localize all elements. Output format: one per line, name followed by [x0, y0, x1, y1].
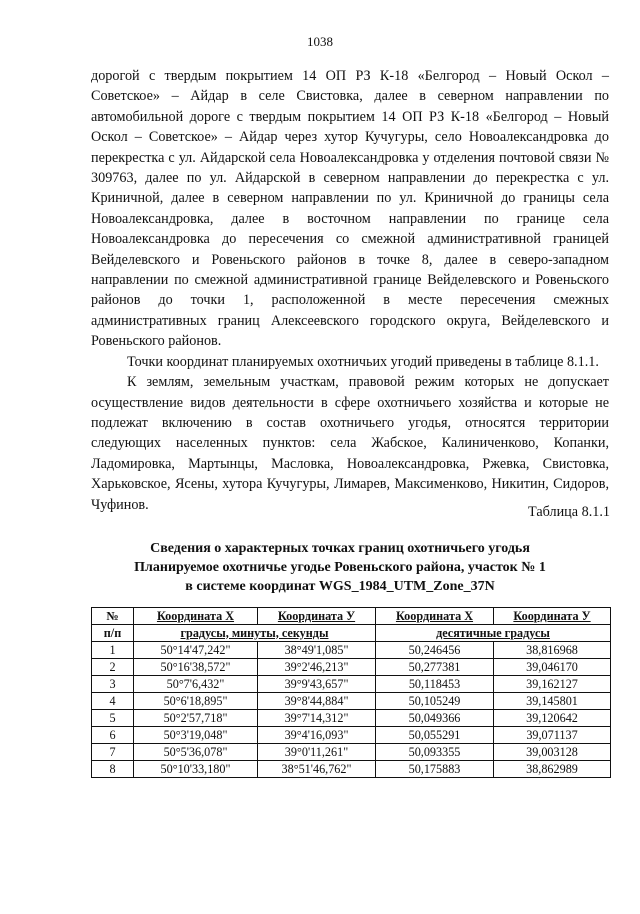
- cell-dms-y: 39°2'46,213": [258, 659, 376, 676]
- cell-dec-y: 39,003128: [494, 744, 611, 761]
- coordinates-table: [91, 607, 611, 778]
- cell-dec-x: 50,105249: [376, 693, 494, 710]
- header-coord-y: Координата У: [258, 608, 376, 625]
- cell-dms-x: 50°5'36,078": [134, 744, 258, 761]
- header-dms-units: градусы, минуты, секунды: [134, 625, 376, 642]
- cell-dec-x: 50,055291: [376, 727, 494, 744]
- cell-dec-y: 38,816968: [494, 642, 611, 659]
- cell-dec-y: 38,862989: [494, 761, 611, 778]
- header-num: №: [92, 608, 134, 625]
- cell-dms-x: 50°6'18,895": [134, 693, 258, 710]
- cell-dms-x: 50°7'6,432": [134, 676, 258, 693]
- table-title: [60, 539, 620, 596]
- cell-n: 8: [92, 761, 134, 778]
- table-subheader-row: [92, 625, 611, 642]
- header-decimal-y: Координата У: [494, 608, 611, 625]
- cell-dec-x: 50,093355: [376, 744, 494, 761]
- table-row: [92, 659, 611, 676]
- cell-n: 3: [92, 676, 134, 693]
- header-decimal-x: Координата X: [376, 608, 494, 625]
- paragraph-route-description: дорогой с твердым покрытием 14 ОП РЗ К-18 «Белгород – Новый Оскол – Советское» – Айдар в селе Свистовка, далее в северном направлении по автомобильной дороге с твердым покрытием 14 ОП РЗ К-18 «Белгород – Новый Оскол – Советское» – Айдар через хутор Кучугуры, село Новоалександровка до перекрестка с ул. Айдарской села Новоалександровка у отделения почтовой связи № 309763, далее по ул. Айдарской в северном направлении до перекрестка с ул. Криничной, далее в северном направлении по ул. Криничной до границы села Новоалександровка, далее в восточном направлении по границе села Новоалександровка до пересечения со смежной административной границей Вейделевского и Ровеньского районов в точке 8, далее в северо-западном направлении по смежной административной границе Вейделевского и Ровеньского районов до точки 1, расположенной в месте пересечения смежных административных границ Алексеевского городского округа, Вейделевского и Ровеньского районов.: [91, 68, 609, 350]
- cell-dec-y: 39,162127: [494, 676, 611, 693]
- cell-n: 7: [92, 744, 134, 761]
- table-row: [92, 761, 611, 778]
- cell-dms-x: 50°2'57,718": [134, 710, 258, 727]
- table-row: [92, 693, 611, 710]
- paragraph-coordinates-reference: Точки координат планируемых охотничьих угодий приведены в таблице 8.1.1.: [127, 353, 599, 370]
- table-row: [92, 710, 611, 727]
- cell-n: 1: [92, 642, 134, 659]
- table-caption: Таблица 8.1.1: [528, 504, 610, 520]
- cell-n: 2: [92, 659, 134, 676]
- cell-dms-y: 38°51'46,762": [258, 761, 376, 778]
- cell-dec-y: 39,046170: [494, 659, 611, 676]
- cell-dec-x: 50,175883: [376, 761, 494, 778]
- table-title-line-1: Сведения о характерных точках границ охотничьего угодья: [150, 541, 530, 556]
- cell-n: 5: [92, 710, 134, 727]
- table-row: [92, 744, 611, 761]
- table-title-line-2: Планируемое охотничье угодье Ровеньского района, участок № 1: [134, 560, 546, 575]
- cell-dec-y: 39,071137: [494, 727, 611, 744]
- cell-dec-y: 39,145801: [494, 693, 611, 710]
- body-text: [91, 66, 609, 515]
- header-decimal-units: десятичные градусы: [376, 625, 611, 642]
- cell-dms-y: 38°49'1,085": [258, 642, 376, 659]
- paragraph-excluded-lands: К землям, земельным участкам, правовой режим которых не допускает осуществление видов деятельности в сфере охотничьего хозяйства и которые не подлежат включению в состав охотничьего угодья, относятся территории следующих населенных пунктов: села Жабское, Калиниченково, Копанки, Ладомировка, Мартынцы, Масловка, Новоалександровка, Ржевка, Свистовка, Харьковское, Ясены, хутора Кучугуры, Лимарев, Максименково, Никитин, Сидоров, Чуфинов.: [91, 374, 609, 513]
- cell-dec-x: 50,118453: [376, 676, 494, 693]
- table-row: [92, 642, 611, 659]
- cell-dec-x: 50,277381: [376, 659, 494, 676]
- cell-dms-y: 39°9'43,657": [258, 676, 376, 693]
- cell-dec-x: 50,049366: [376, 710, 494, 727]
- table-row: [92, 676, 611, 693]
- header-num-sub: п/п: [92, 625, 134, 642]
- cell-dms-x: 50°16'38,572": [134, 659, 258, 676]
- cell-dms-y: 39°4'16,093": [258, 727, 376, 744]
- cell-dms-x: 50°10'33,180": [134, 761, 258, 778]
- cell-dms-y: 39°0'11,261": [258, 744, 376, 761]
- table-header-row: [92, 608, 611, 625]
- table-row: [92, 727, 611, 744]
- page-number: 1038: [307, 34, 333, 49]
- cell-dms-y: 39°7'14,312": [258, 710, 376, 727]
- cell-dms-x: 50°14'47,242": [134, 642, 258, 659]
- cell-dms-x: 50°3'19,048": [134, 727, 258, 744]
- cell-dec-x: 50,246456: [376, 642, 494, 659]
- cell-n: 4: [92, 693, 134, 710]
- cell-dms-y: 39°8'44,884": [258, 693, 376, 710]
- table-title-line-3: в системе координат WGS_1984_UTM_Zone_37N: [185, 579, 495, 594]
- cell-n: 6: [92, 727, 134, 744]
- cell-dec-y: 39,120642: [494, 710, 611, 727]
- header-coord-x: Координата X: [134, 608, 258, 625]
